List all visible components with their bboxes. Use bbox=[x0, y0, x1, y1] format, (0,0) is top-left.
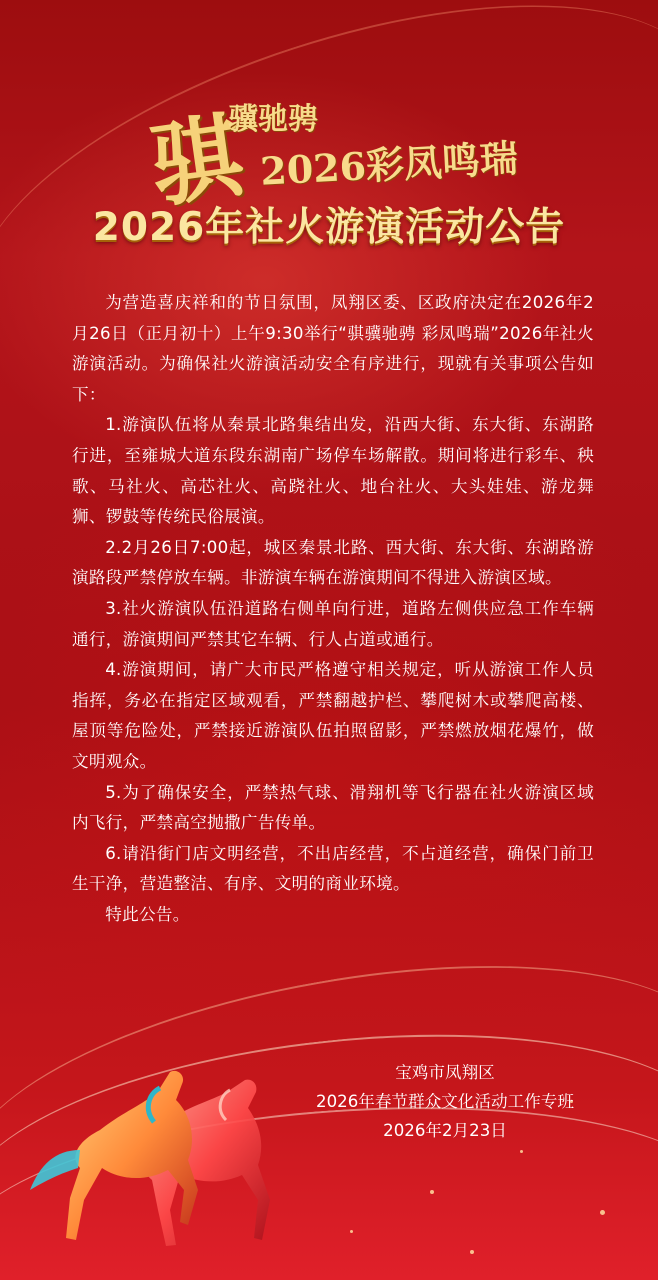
notice-item: 5.为了确保安全，严禁热气球、滑翔机等飞行器在社火游演区域内飞行，严禁高空抛撒广告传单。 bbox=[72, 782, 594, 833]
notice-body bbox=[72, 288, 594, 930]
notice-item: 4.游演期间，请广大市民严格遵守相关规定，听从游演工作人员指挥，务必在指定区域观看，严禁翻越护栏、攀爬树木或攀爬高楼、屋顶等危险处，严禁接近游演队伍拍照留影，严禁燃放烟花爆竹，做文明观众。 bbox=[72, 660, 594, 771]
page-title: 2026年社火游演活动公告 bbox=[92, 205, 566, 250]
notice-item: 6.请沿街门店文明经营，不出店经营，不占道经营，确保门前卫生干净，营造整洁、有序、文明的商业环境。 bbox=[72, 843, 594, 894]
signature-block bbox=[280, 1058, 610, 1145]
notice-item: 1.游演队伍将从秦景北路集结出发，沿西大街、东大街、东湖路行进，至雍城大道东段东湖南广场停车场解散。期间将进行彩车、秧歌、马社火、高芯社火、高跷社火、地台社火、大头娃娃、游龙舞狮、锣鼓等传统民俗展演。 bbox=[72, 415, 594, 527]
notice-intro: 为营造喜庆祥和的节日氛围，凤翔区委、区政府决定在2026年2月26日（正月初十）上午9:30举行“骐骥驰骋 彩凤鸣瑞”2026年社火游演活动。为确保社火游演活动安全有序进行，现就有关事项公告如下： bbox=[72, 293, 594, 404]
galloping-horses-illustration bbox=[20, 1050, 320, 1260]
calligraphy-line-2: 2026彩凤鸣瑞 bbox=[259, 135, 519, 194]
horse-icon bbox=[30, 1071, 198, 1240]
notice-item: 3.社火游演队伍沿道路右侧单向行进，道路左侧供应急工作车辆通行，游演期间严禁其它车辆、行人占道或通行。 bbox=[72, 598, 594, 649]
sparkle bbox=[430, 1190, 434, 1194]
notice-item: 2.2月26日7:00起，城区秦景北路、西大街、东大街、东湖路游演路段严禁停放车辆。非游演车辆在游演期间不得进入游演区域。 bbox=[72, 537, 594, 588]
sparkle bbox=[350, 1230, 353, 1233]
sparkle bbox=[520, 1150, 523, 1153]
signature-date: 2026年2月23日 bbox=[383, 1121, 507, 1140]
sparkle bbox=[470, 1250, 474, 1254]
calligraphy-line-1: 骥驰骋 bbox=[228, 102, 318, 137]
notice-closing: 特此公告。 bbox=[105, 904, 190, 924]
calligraphy-big-char: 骐 bbox=[143, 101, 251, 221]
signature-dept: 2026年春节群众文化活动工作专班 bbox=[316, 1092, 574, 1111]
sparkle bbox=[600, 1210, 605, 1215]
signature-org: 宝鸡市凤翔区 bbox=[395, 1063, 495, 1082]
calligraphy-logo bbox=[143, 88, 520, 221]
